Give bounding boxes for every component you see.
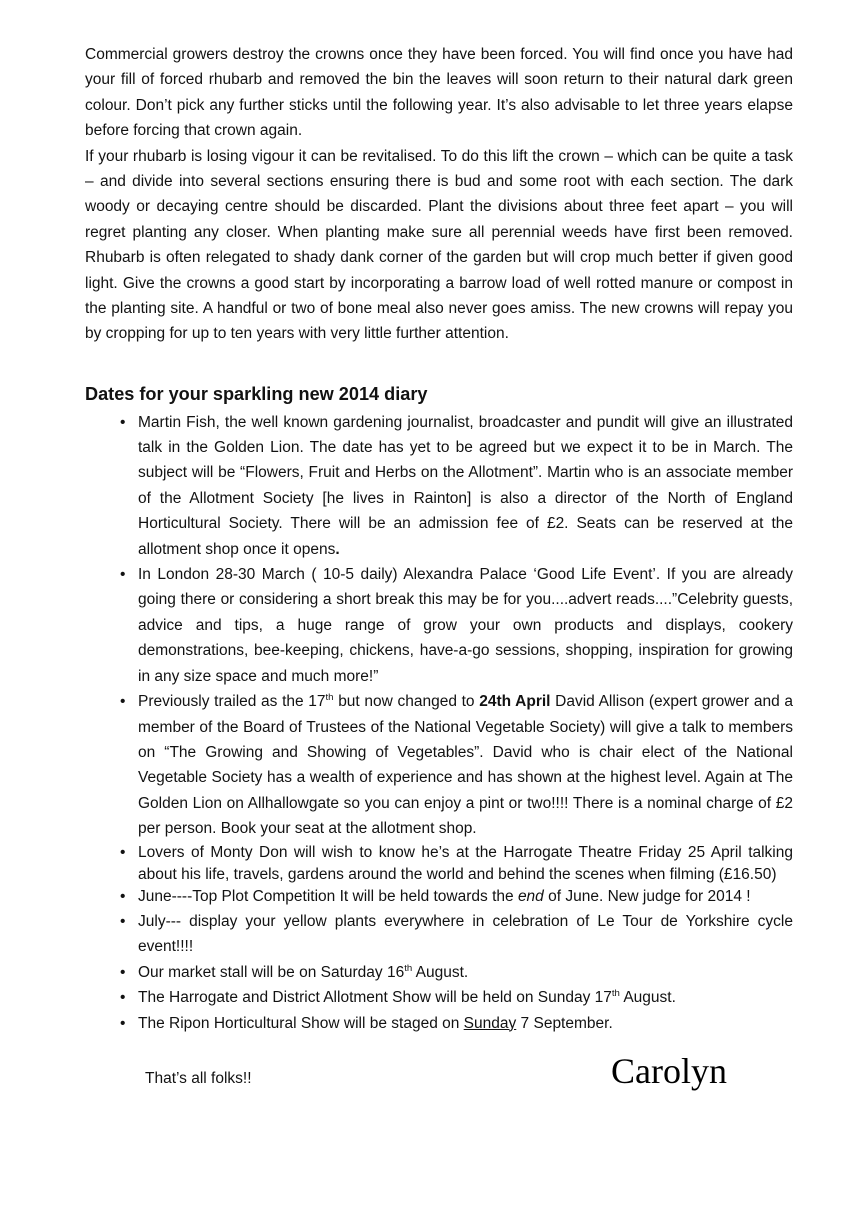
diary-item-monty-don — [85, 842, 793, 887]
diary-item-ripon-show — [85, 1011, 793, 1036]
ordinal-suffix: th — [404, 962, 413, 974]
closing-text: That’s all folks!! — [145, 1069, 252, 1087]
bullet-icon: • — [120, 413, 126, 431]
diary-item-market-stall — [85, 960, 793, 985]
diary-item-text: but now changed to — [333, 693, 480, 711]
bullet-icon: • — [120, 566, 126, 584]
diary-heading: Dates for your sparkling new 2014 diary — [85, 383, 428, 404]
bullet-icon: • — [120, 989, 126, 1007]
bullet-icon: • — [120, 1014, 126, 1032]
diary-item-text-underline: Sunday — [463, 1014, 517, 1032]
paragraph-forcing-rhubarb: Commercial growers destroy the crowns once they have been forced. You will find once you have had your fill of forced rhubarb and removed the bin the leaves will soon return to their natural dark green colour. Don’t pick any further sticks until the following year. It’s also advisable to let three years elapse before forcing that crown again. — [85, 46, 793, 140]
ordinal-suffix: th — [611, 988, 620, 999]
diary-item-text-bold: . — [335, 540, 340, 558]
diary-item-text: August. — [619, 989, 676, 1007]
diary-item-text: July--- display your yellow plants everywhere in celebration of Le Tour de Yorkshire cycle event!!!! — [138, 912, 793, 956]
diary-item-david-allison — [85, 689, 793, 841]
diary-item-text: David Allison (expert grower and a member of the Board of Trustees of the National Vegetable Society) will give a talk to members on “The Growing and Showing of Vegetables”. David who is chair elect of the National Vegetable Society has a wealth of experience and has shown at the highest level. Again at The Golden Lion on Allhallowgate so you can enjoy a pint or two!!!! There is a nominal charge of £2 per person. Book your seat at the allotment shop. — [138, 693, 793, 838]
diary-item-top-plot — [85, 886, 793, 908]
diary-item-good-life-event — [85, 562, 793, 689]
diary-item-text: of June. New judge for 2014 ! — [543, 888, 751, 906]
diary-item-text: The Harrogate and District Allotment Show will be held on Sunday 17 — [138, 989, 612, 1007]
diary-list — [85, 410, 793, 1036]
footer-row — [85, 1052, 793, 1092]
ordinal-suffix: th — [325, 691, 334, 703]
diary-item-martin-fish — [85, 410, 793, 562]
diary-item-tour-de-yorkshire — [85, 909, 793, 960]
paragraph-revitalise-rhubarb: If your rhubarb is losing vigour it can be revitalised. To do this lift the crown – which can be quite a task – and divide into several sections ensuring there is bud and some root with each section. The dark woody or decaying centre should be discarded. Plant the divisions about three feet apart – you will regret planting any closer. When planting make sure all perennial weeds have first been removed. Rhubarb is often relegated to shady dank corner of the garden but will crop much better if given good light. Give the crowns a good start by incorporating a barrow load of well rotted manure or compost in the planting site. A handful or two of bone meal also never goes amiss. The new crowns will repay you by cropping for up to ten years with very little further attention. — [85, 147, 793, 343]
diary-item-text: In London 28-30 March ( 10-5 daily) Alexandra Palace ‘Good Life Event’. If you are already going there or considering a short break this may be for you....advert reads....”Celebrity guests, advice and tips, a huge range of grow your own products and displays, cookery demonstrations, bee-keeping, chickens, have-a-go sessions, shopping, inspiration for growing in any size space and much more!” — [138, 566, 793, 685]
diary-item-text: Martin Fish, the well known gardening journalist, broadcaster and pundit will give an illustrated talk in the Golden Lion. The date has yet to be agreed but we expect it to be in March. The subject will be “Flowers, Fruit and Herbs on the Allotment”. Martin who is an associate member of the Allotment Society [he lives in Rainton] is also a director of the North of England Horticultural Society. There will be an admission fee of £2. Seats can be reserved at the allotment shop once it opens — [138, 413, 793, 558]
diary-item-text: Our market stall will be on Saturday 16 — [138, 963, 405, 981]
diary-item-text: 7 September. — [516, 1014, 613, 1032]
diary-item-harrogate-show — [85, 985, 793, 1010]
diary-item-text: August. — [412, 963, 469, 981]
bullet-icon: • — [120, 888, 126, 906]
diary-item-date-bold: 24th April — [479, 693, 551, 711]
bullet-icon: • — [120, 963, 126, 981]
diary-item-text: Lovers of Monty Don will wish to know he’s at the Harrogate Theatre Friday 25 April talking about his life, travels, gardens around the world and behind the scenes when filming (£16.50) — [138, 843, 793, 883]
bullet-icon: • — [120, 843, 126, 861]
diary-item-text: Previously trailed as the 17 — [138, 693, 326, 711]
signature-text: Carolyn — [611, 1050, 727, 1091]
bullet-icon: • — [120, 693, 126, 711]
diary-item-text: The Ripon Horticultural Show will be staged on — [138, 1014, 464, 1032]
diary-item-text-italic: end — [517, 888, 544, 906]
bullet-icon: • — [120, 912, 126, 930]
diary-item-text: June----Top Plot Competition It will be held towards the — [138, 888, 518, 906]
